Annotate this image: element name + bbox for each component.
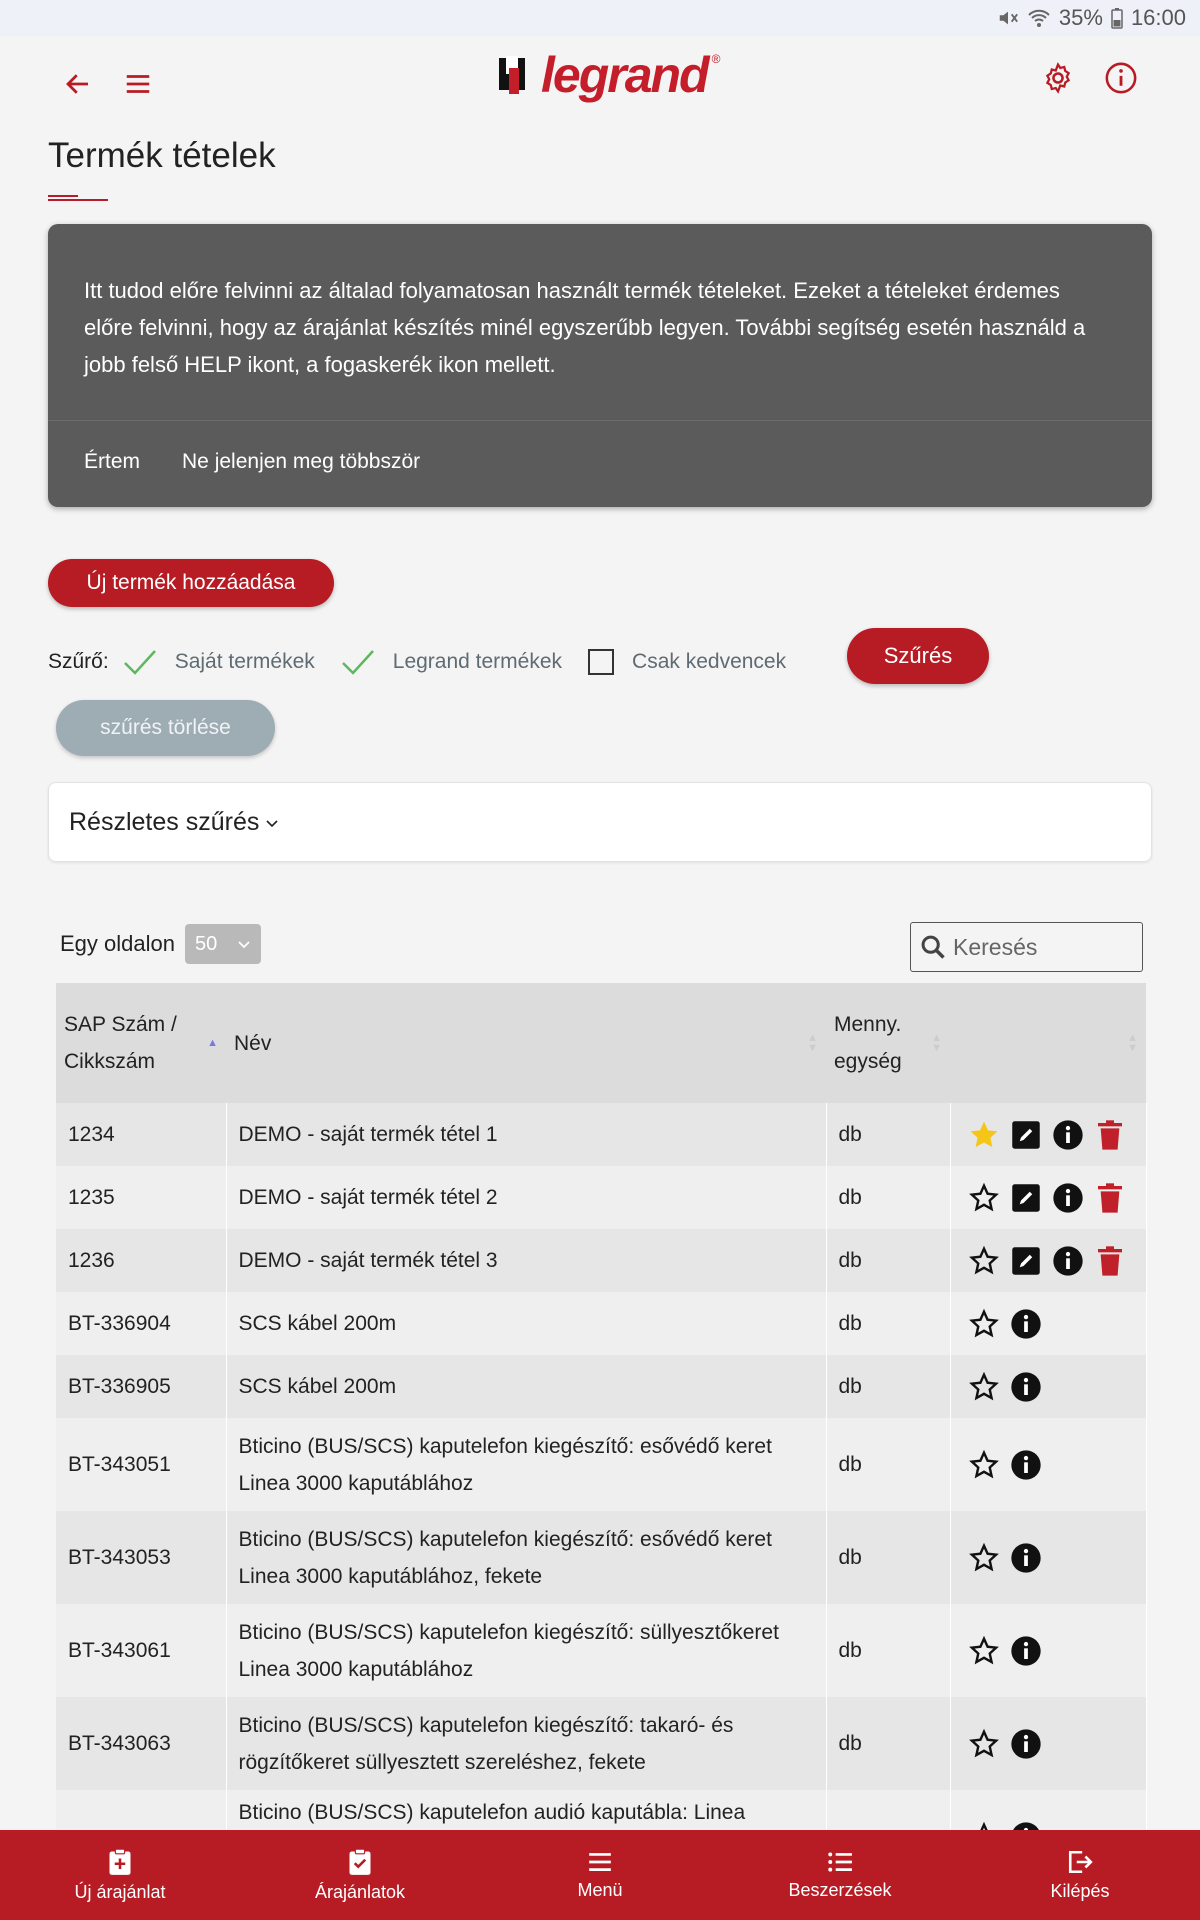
info-icon[interactable]	[1009, 1307, 1043, 1341]
cell-actions	[950, 1103, 1146, 1166]
filter-legrand-products[interactable]	[341, 648, 562, 676]
table-row[interactable]	[56, 1103, 1146, 1166]
clear-filter-button[interactable]: szűrés törlése	[56, 700, 275, 756]
edit-pencil-icon[interactable]	[1009, 1118, 1043, 1152]
detailed-filter-accordion[interactable]	[48, 782, 1152, 862]
sort-icon: ▲ ▼	[1127, 1032, 1138, 1054]
mute-icon	[997, 7, 1019, 29]
cell-name: Bticino (BUS/SCS) kaputelefon kiegészítő: takaró- és rögzítőkeret süllyesztett szereléshez, fekete	[226, 1697, 826, 1790]
column-header-actions[interactable]	[950, 983, 1146, 1103]
filter-favorites-label: Csak kedvencek	[632, 650, 787, 673]
nav-menu[interactable]	[480, 1830, 720, 1920]
clipboard-plus-icon	[107, 1848, 133, 1876]
nav-quotes-label: Árajánlatok	[314, 1881, 406, 1902]
clipboard-check-icon	[347, 1848, 373, 1876]
search-field[interactable]	[910, 922, 1143, 972]
favorite-star-outline-icon[interactable]	[967, 1727, 1001, 1761]
filter-favorites-only[interactable]	[588, 649, 786, 675]
cell-name: Bticino (BUS/SCS) kaputelefon kiegészítő: esővédő keret Linea 3000 kaputáblához, fekete	[226, 1511, 826, 1604]
table-row[interactable]	[56, 1604, 1146, 1697]
info-divider	[48, 420, 1152, 421]
search-icon	[919, 933, 947, 961]
checkmark-icon	[341, 648, 375, 676]
edit-pencil-icon[interactable]	[1009, 1181, 1043, 1215]
registered-mark: ®	[711, 52, 721, 66]
title-underline	[48, 195, 108, 201]
favorite-star-outline-icon[interactable]	[967, 1448, 1001, 1482]
sort-icon: ▲ ▼	[931, 1032, 942, 1054]
favorites-checkbox[interactable]	[588, 649, 614, 675]
cell-unit: db	[826, 1511, 950, 1604]
delete-trash-icon[interactable]	[1093, 1181, 1127, 1215]
nav-logout[interactable]	[960, 1830, 1200, 1920]
checkmark-icon	[123, 648, 157, 676]
dont-show-again-button[interactable]: Ne jelenjen meg többször	[182, 450, 421, 473]
search-input[interactable]	[953, 934, 1133, 961]
info-text: Itt tudod előre felvinni az általad folyamatosan használt termék tételeket. Ezeket a tételeket érdemes előre felvinni, hogy az árajánlat készítés minél egyszerűbb legyen. További segítség esetén használd a jobb felső HELP ikont, a fogaskerék ikon mellett.	[84, 278, 1086, 377]
filter-label: Szűrő:	[48, 650, 109, 673]
table-header-row	[56, 983, 1146, 1103]
table-row[interactable]	[56, 1355, 1146, 1418]
table-row[interactable]	[56, 1511, 1146, 1604]
nav-menu-label: Menü	[577, 1879, 623, 1900]
cell-name: Bticino (BUS/SCS) kaputelefon kiegészítő: esővédő keret Linea 3000 kaputáblához	[226, 1418, 826, 1511]
cell-unit: db	[826, 1604, 950, 1697]
sort-icon: ▲ ▼	[807, 1032, 818, 1054]
understood-button[interactable]: Értem	[84, 450, 141, 473]
cell-sap: 1236	[56, 1229, 226, 1292]
hamburger-menu-icon[interactable]	[110, 56, 166, 112]
cell-sap: BT-336905	[56, 1355, 226, 1418]
table-row[interactable]	[56, 1292, 1146, 1355]
battery-icon	[1111, 7, 1123, 29]
filter-row	[48, 640, 812, 684]
column-header-sap[interactable]: SAP Szám / Cikkszám ▲	[56, 983, 226, 1103]
info-icon[interactable]	[1009, 1448, 1043, 1482]
per-page-value: 50	[194, 932, 218, 955]
settings-gear-icon[interactable]	[1030, 50, 1086, 106]
cell-sap: BT-343061	[56, 1604, 226, 1697]
wifi-icon	[1027, 7, 1051, 29]
info-icon[interactable]	[1009, 1634, 1043, 1668]
legrand-logo-mark-icon	[497, 54, 533, 96]
info-icon[interactable]	[1009, 1727, 1043, 1761]
nav-quotes[interactable]	[240, 1830, 480, 1920]
cell-actions	[950, 1604, 1146, 1697]
cell-unit: db	[826, 1697, 950, 1790]
favorite-star-filled-icon[interactable]	[967, 1118, 1001, 1152]
cell-unit: db	[826, 1355, 950, 1418]
bottom-navigation	[0, 1830, 1200, 1920]
cell-sap: 1234	[56, 1103, 226, 1166]
cell-actions	[950, 1355, 1146, 1418]
list-icon	[827, 1850, 853, 1874]
cell-actions	[950, 1418, 1146, 1511]
cell-name: DEMO - saját termék tétel 1	[226, 1103, 826, 1166]
cell-name: Bticino (BUS/SCS) kaputelefon audió kaputábla: Linea	[226, 1790, 826, 1883]
menu-icon	[587, 1850, 613, 1874]
status-bar	[0, 0, 1200, 36]
info-icon[interactable]	[1009, 1370, 1043, 1404]
favorite-star-outline-icon[interactable]	[967, 1370, 1001, 1404]
favorite-star-outline-icon[interactable]	[967, 1307, 1001, 1341]
filter-own-products-label: Saját termékek	[174, 650, 315, 673]
per-page-label: Egy oldalon	[60, 931, 175, 956]
cell-actions	[950, 1229, 1146, 1292]
table-row[interactable]	[56, 1697, 1146, 1790]
battery-percent: 35%	[1058, 5, 1103, 30]
info-icon[interactable]	[1051, 1118, 1085, 1152]
nav-purchases[interactable]	[720, 1830, 960, 1920]
nav-new-quote-label: Új árajánlat	[74, 1881, 166, 1902]
table-row[interactable]	[56, 1166, 1146, 1229]
column-header-unit[interactable]: Menny. egység ▲ ▼	[826, 983, 950, 1103]
add-product-button[interactable]: Új termék hozzáadása	[48, 559, 334, 607]
cell-name: DEMO - saját termék tétel 3	[226, 1229, 826, 1292]
cell-name: Bticino (BUS/SCS) kaputelefon kiegészítő: süllyesztőkeret Linea 3000 kaputáblához	[226, 1604, 826, 1697]
cell-name: SCS kábel 200m	[226, 1355, 826, 1418]
cell-unit: db	[826, 1229, 950, 1292]
cell-unit: db	[826, 1418, 950, 1511]
favorite-star-outline-icon[interactable]	[967, 1244, 1001, 1278]
detailed-filter-label: Részletes szűrés	[69, 807, 260, 836]
cell-sap: BT-343051	[56, 1418, 226, 1511]
nav-new-quote[interactable]	[0, 1830, 240, 1920]
info-icon[interactable]	[1051, 1244, 1085, 1278]
cell-name: SCS kábel 200m	[226, 1292, 826, 1355]
edit-pencil-icon[interactable]	[1009, 1244, 1043, 1278]
info-icon[interactable]	[1051, 1181, 1085, 1215]
page-title: Termék tételek	[48, 136, 276, 175]
cell-sap: BT-343063	[56, 1697, 226, 1790]
app-header	[0, 36, 1200, 146]
favorite-star-outline-icon[interactable]	[967, 1181, 1001, 1215]
cell-sap: 1235	[56, 1166, 226, 1229]
table-row[interactable]	[56, 1418, 1146, 1511]
back-arrow-icon[interactable]	[50, 56, 106, 112]
per-page-control	[60, 924, 261, 964]
filter-own-products[interactable]	[123, 648, 315, 676]
logo-text: legrand	[541, 47, 708, 103]
cell-unit: db	[826, 1292, 950, 1355]
delete-trash-icon[interactable]	[1093, 1118, 1127, 1152]
info-icon[interactable]	[1009, 1541, 1043, 1575]
cell-actions	[950, 1511, 1146, 1604]
favorite-star-outline-icon[interactable]	[967, 1541, 1001, 1575]
apply-filter-button[interactable]: Szűrés	[847, 628, 989, 684]
chevron-down-icon	[237, 937, 251, 951]
cell-sap: BT-336904	[56, 1292, 226, 1355]
help-info-icon[interactable]	[1093, 50, 1149, 106]
logout-icon	[1067, 1849, 1093, 1875]
per-page-select[interactable]	[185, 924, 261, 964]
clock: 16:00	[1130, 5, 1186, 30]
favorite-star-outline-icon[interactable]	[967, 1634, 1001, 1668]
delete-trash-icon[interactable]	[1093, 1244, 1127, 1278]
cell-unit: db	[826, 1103, 950, 1166]
info-actions	[84, 450, 420, 474]
nav-purchases-label: Beszerzések	[788, 1879, 892, 1900]
cell-actions	[950, 1292, 1146, 1355]
sort-ascending-icon: ▲	[207, 1037, 218, 1049]
cell-name: DEMO - saját termék tétel 2	[226, 1166, 826, 1229]
chevron-down-icon	[265, 816, 279, 830]
legrand-logo	[497, 46, 720, 104]
nav-logout-label: Kilépés	[1050, 1880, 1110, 1901]
cell-sap: BT-343053	[56, 1511, 226, 1604]
info-card	[48, 224, 1152, 507]
filter-legrand-products-label: Legrand termékek	[392, 650, 563, 673]
cell-actions	[950, 1697, 1146, 1790]
table-row[interactable]	[56, 1229, 1146, 1292]
cell-actions	[950, 1166, 1146, 1229]
products-table	[56, 983, 1146, 1883]
cell-unit: db	[826, 1166, 950, 1229]
column-header-name[interactable]: Név ▲ ▼	[226, 983, 826, 1103]
